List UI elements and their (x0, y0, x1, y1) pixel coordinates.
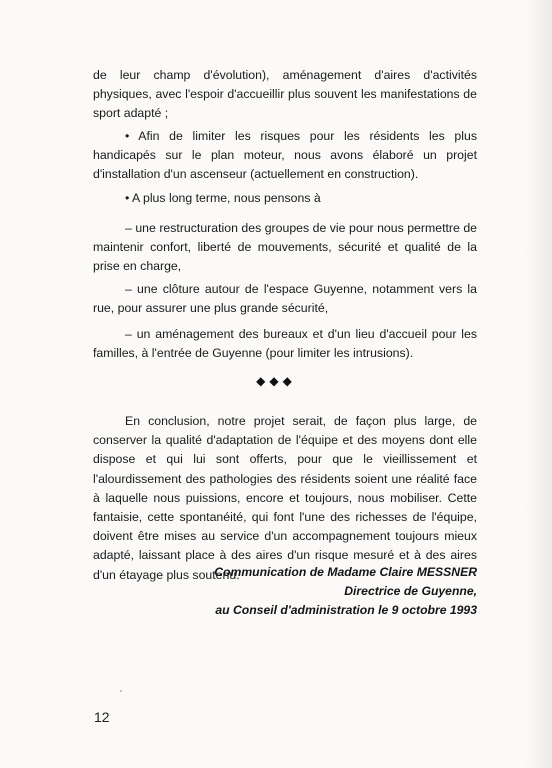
dash-item-offices: – un aménagement des bureaux et d'un lieu d'accueil pour les familles, à l'entrée de Guyenne (pour limiter les intrusions). (93, 327, 477, 361)
dash-item-fence: – une clôture autour de l'espace Guyenne, notamment vers la rue, pour assurer une plus grande sécurité, (93, 282, 477, 316)
signature-author: Communication de Madame Claire MESSNER (214, 565, 477, 579)
section-separator: ◆◆◆ (256, 374, 296, 388)
signature-context: au Conseil d'administration le 9 octobre 1993 (215, 603, 477, 617)
bullet-paragraph-long-term: • A plus long terme, nous pensons à (125, 191, 321, 205)
conclusion-paragraph: En conclusion, notre projet serait, de façon plus large, de conserver la qualité d'adaptation de l'équipe et des moyens dont elle dispose et qui lui sont offerts, pour que le vieillissement et l'alourdissement des pathologies des résidents soient une réalité face à laquelle nous puissions, encore et toujours, nous mobiliser. Cette fantaisie, cette spontanéité, qui font l'une des richesses de l'équipe, doivent être mises au service d'un accompagnement toujours mieux adapté, laissant place à des aires d'un risque mesuré et à des aires d'un étayage plus soutenu. (93, 414, 477, 582)
paragraph-continuation: de leur champ d'évolution), aménagement d'aires d'activités physiques, avec l'espoir d'accueillir plus souvent les manifestations de sport adapté ; (93, 68, 477, 121)
dash-item-restructuring: – une restructuration des groupes de vie pour nous permettre de maintenir confort, liberté de mouvements, sécurité et qualité de la prise en charge, (93, 221, 477, 274)
bullet-paragraph-elevator: • Afin de limiter les risques pour les résidents les plus handicapés sur le plan moteur, nous avons élaboré un projet d'installation d'un ascenseur (actuellement en construction). (93, 129, 477, 182)
signature-role: Directrice de Guyenne, (344, 584, 477, 598)
page-number: 12 (94, 709, 110, 725)
paper-speck (120, 690, 122, 692)
